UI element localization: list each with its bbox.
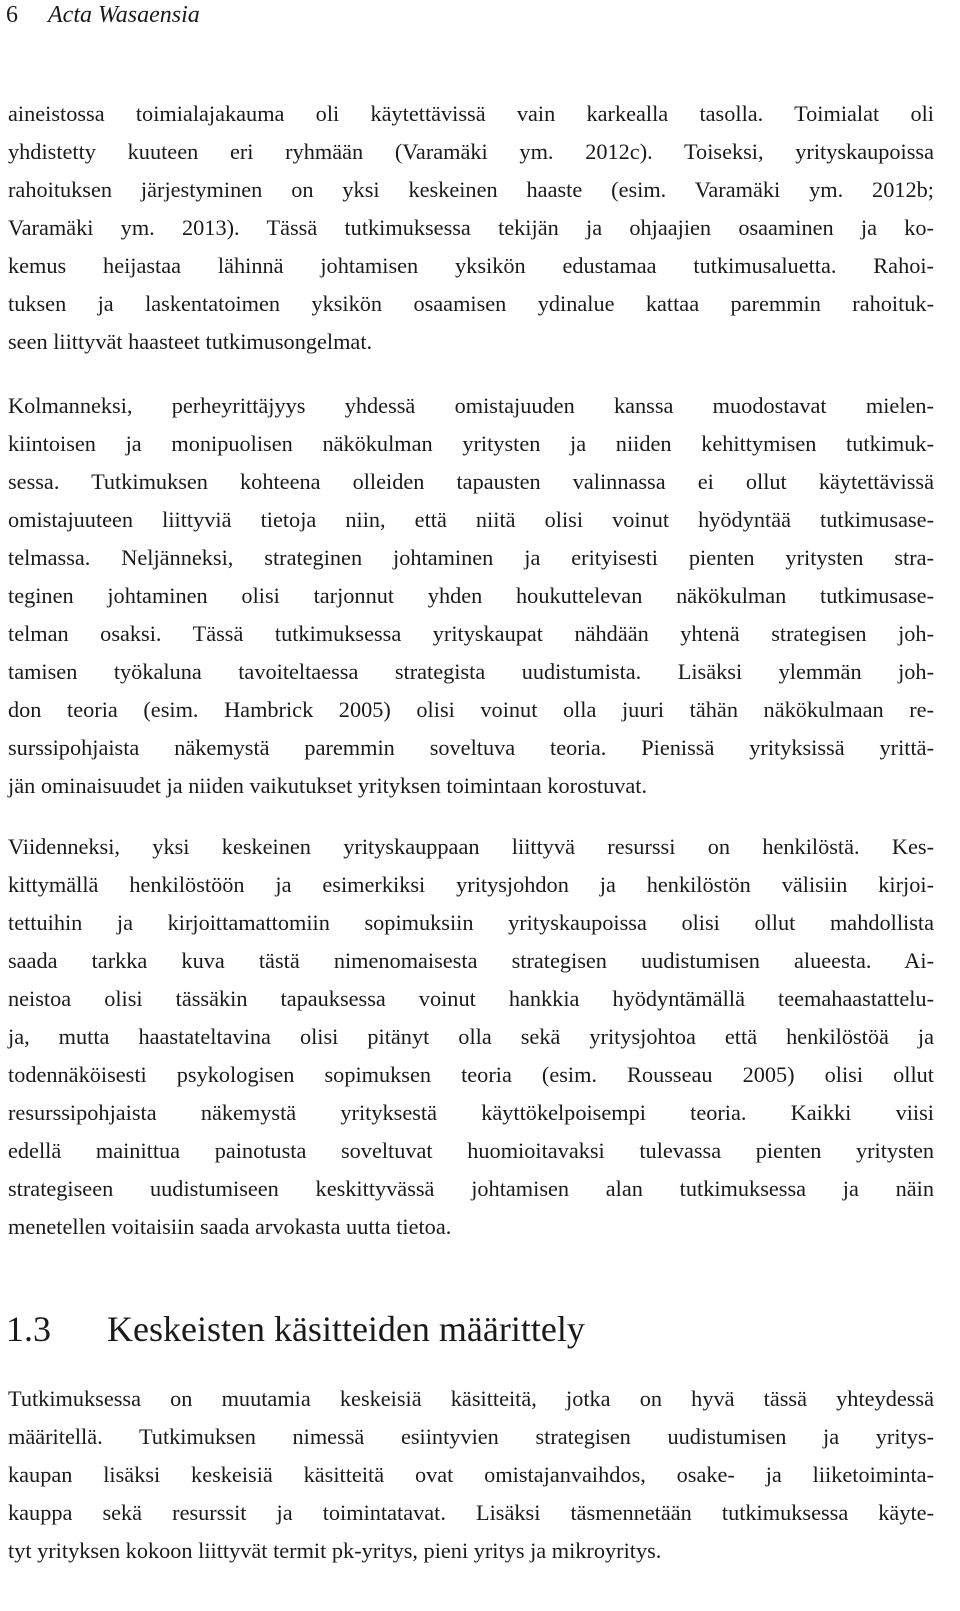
text-line: todennäköisesti psykologisen sopimuksen teoria (esim. Rousseau 2005) olisi ollut [8, 1062, 934, 1087]
text-line: kittymällä henkilöstöön ja esimerkiksi yritysjohdon ja henkilöstön välisiin kirjoi- [8, 872, 934, 897]
text-line: telman osaksi. Tässä tutkimuksessa yrityskaupat nähdään yhtenä strategisen joh- [8, 621, 934, 646]
text-line: kemus heijastaa lähinnä johtamisen yksikön edustamaa tutkimusaluetta. Rahoi- [8, 253, 934, 278]
text-line: resurssipohjaista näkemystä yrityksestä käyttökelpoisempi teoria. Kaikki viisi [8, 1100, 934, 1125]
text-line: kaupan lisäksi keskeisiä käsitteitä ovat omistajanvaihdos, osake- ja liiketoiminta- [8, 1462, 934, 1487]
text-line: jän ominaisuudet ja niiden vaikutukset yrityksen toimintaan korostuvat. [8, 773, 648, 798]
section-title: Keskeisten käsitteiden määrittely [107, 1309, 585, 1349]
text-line: omistajuuteen liittyviä tietoja niin, että niitä olisi voinut hyödyntää tutkimusase- [8, 507, 934, 532]
text-line: Viidenneksi, yksi keskeinen yrityskauppaan liittyvä resurssi on henkilöstä. Kes- [8, 834, 934, 859]
text-line: Varamäki ym. 2013). Tässä tutkimuksessa tekijän ja ohjaajien osaaminen ja ko- [8, 215, 934, 240]
text-line: saada tarkka kuva tästä nimenomaisesta strategisen uudistumisen alueesta. Ai- [8, 948, 934, 973]
text-line: määritellä. Tutkimuksen nimessä esiintyvien strategisen uudistumisen ja yritys- [8, 1424, 934, 1449]
text-line: sessa. Tutkimuksen kohteena olleiden tapausten valinnassa ei ollut käytettävissä [8, 469, 934, 494]
text-line: kauppa sekä resurssit ja toimintatavat. Lisäksi täsmennetään tutkimuksessa käyte- [8, 1500, 934, 1525]
text-line: kiintoisen ja monipuolisen näkökulman yritysten ja niiden kehittymisen tutkimuk- [8, 431, 934, 456]
text-line: rahoituksen järjestyminen on yksi keskeinen haaste (esim. Varamäki ym. 2012b; [8, 177, 934, 202]
text-line: aineistossa toimialajakauma oli käytettävissä vain karkealla tasolla. Toimialat oli [8, 101, 934, 126]
text-line: tuksen ja laskentatoimen yksikön osaamisen ydinalue kattaa paremmin rahoituk- [8, 291, 934, 316]
text-line: surssipohjaista näkemystä paremmin soveltuva teoria. Pienissä yrityksissä yrittä- [8, 735, 934, 760]
text-line: neistoa olisi tässäkin tapauksessa voinut hankkia hyödyntämällä teemahaastattelu- [8, 986, 934, 1011]
section-heading [6, 1306, 585, 1352]
text-line: yhdistetty kuuteen eri ryhmään (Varamäki ym. 2012c). Toiseksi, yrityskaupoissa [8, 139, 934, 164]
text-line: menetellen voitaisiin saada arvokasta uutta tietoa. [8, 1214, 452, 1239]
text-line: seen liittyvät haasteet tutkimusongelmat. [8, 329, 373, 354]
page-number: 6 [6, 2, 18, 28]
text-line: tamisen työkaluna tavoiteltaessa strategista uudistumista. Lisäksi ylemmän joh- [8, 659, 934, 684]
text-line: strategiseen uudistumiseen keskittyvässä johtamisen alan tutkimuksessa ja näin [8, 1176, 934, 1201]
text-line: tettuihin ja kirjoittamattomiin sopimuksiin yrityskaupoissa olisi ollut mahdollista [8, 910, 934, 935]
text-line: Tutkimuksessa on muutamia keskeisiä käsitteitä, jotka on hyvä tässä yhteydessä [8, 1386, 934, 1411]
text-line: ja, mutta haastateltavina olisi pitänyt olla sekä yritysjohtoa että henkilöstöä ja [8, 1024, 934, 1049]
text-line: tyt yrityksen kokoon liittyvät termit pk-yritys, pieni yritys ja mikroyritys. [8, 1538, 662, 1563]
journal-title: Acta Wasaensia [48, 2, 200, 28]
text-line: telmassa. Neljänneksi, strateginen johtaminen ja erityisesti pienten yritysten stra- [8, 545, 934, 570]
section-number: 1.3 [6, 1309, 51, 1349]
running-header [6, 0, 200, 30]
text-line: Kolmanneksi, perheyrittäjyys yhdessä omistajuuden kanssa muodostavat mielen- [8, 393, 934, 418]
text-line: edellä mainittua painotusta soveltuvat huomioitavaksi tulevassa pienten yritysten [8, 1138, 934, 1163]
text-line: teginen johtaminen olisi tarjonnut yhden houkuttelevan näkökulman tutkimusase- [8, 583, 934, 608]
text-line: don teoria (esim. Hambrick 2005) olisi voinut olla juuri tähän näkökulmaan re- [8, 697, 934, 722]
